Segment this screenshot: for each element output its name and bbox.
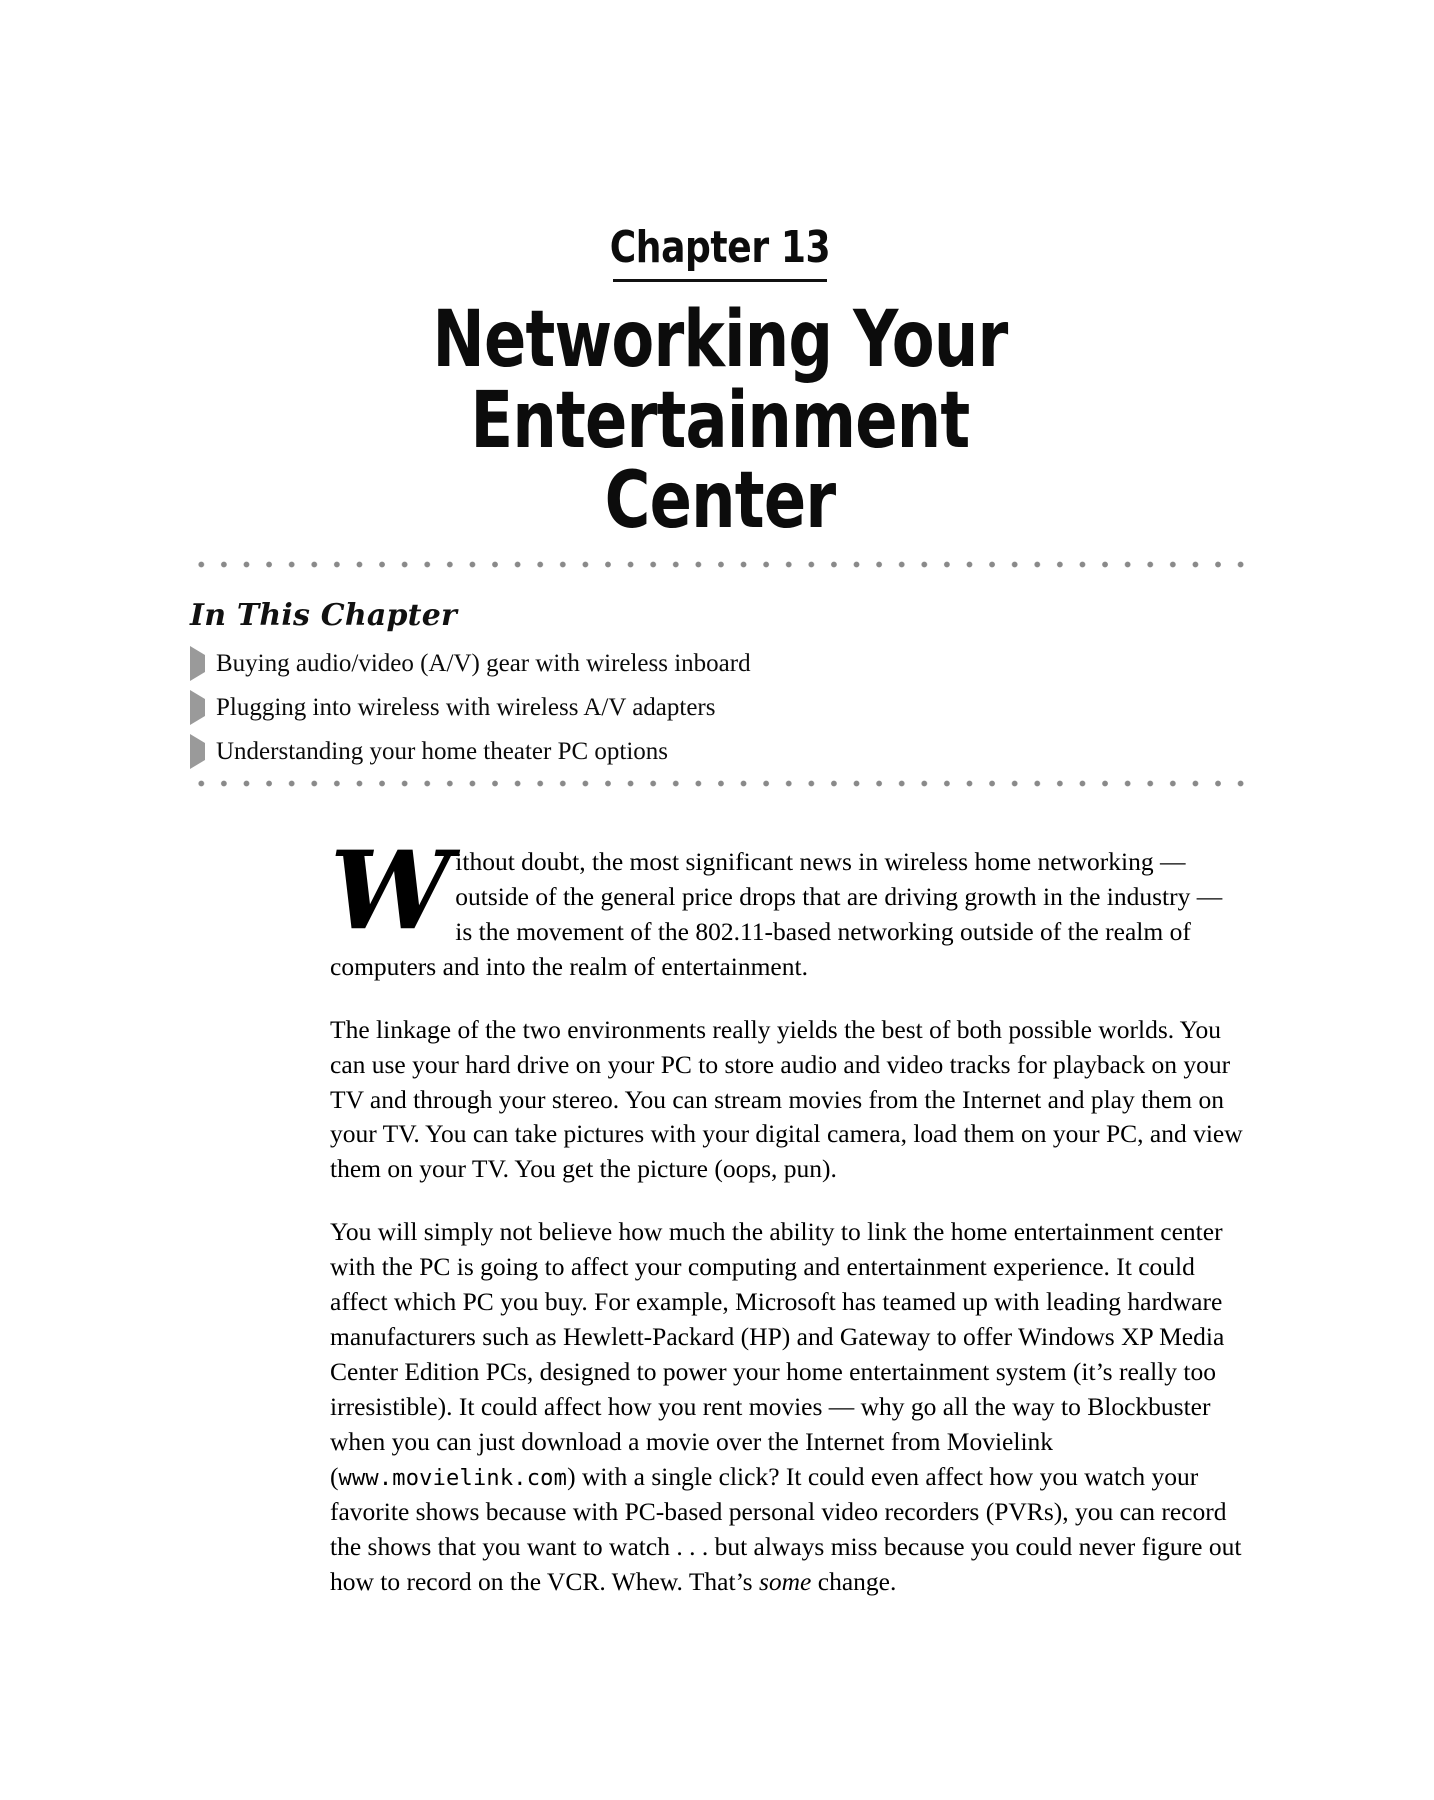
chapter-number: Chapter 13 [609,222,831,273]
chapter-title-line-1: Networking Your Entertainment [432,295,1008,466]
drop-cap-letter: W [330,828,452,954]
chapter-rule-divider [613,279,827,282]
triangle-bullet-icon [190,735,216,761]
paragraph-2: The linkage of the two environments really yields the best of both possible worlds. You can use your hard drive on your PC to store audio and video tracks for playback on your TV and through your stereo. You can stream movies from the Internet and play them on your TV. You can take pictures with your digital camera, load them on your PC, and view them on your TV. You get the picture (oops, pun). [330,1014,1243,1184]
in-this-chapter-item-label: Understanding your home theater PC options [216,737,669,765]
dotted-divider-bottom [190,779,1248,788]
triangle-bullet-icon [190,691,216,717]
in-this-chapter-box [190,598,1250,778]
paragraph-3-text-part-1: You will simply not believe how much the ability to link the home entertainment center with the PC is going to affect your computing and entertainment experience. It could affect which PC you buy. For example, Microsoft has teamed up with leading hardware manufacturers such as Hewlett-Packard (HP) and Gateway to offer Windows XP Media Center Edition PCs, designed to power your home entertainment system (it’s really too irresistible). It could affect how you rent movies — why go all the way to Blockbuster when you can just download a movie over the Internet from Movielink ( [330,1217,1225,1491]
chapter-title-line-2: Center [604,455,836,546]
paragraph-3 [330,1215,1245,1599]
in-this-chapter-item-label: Plugging into wireless with wireless A/V adapters [216,693,716,721]
dotted-divider-top [190,560,1248,569]
paragraph-3-text-part-3: change. [811,1566,897,1596]
chapter-heading-block [240,222,1200,546]
paragraph-3-emphasis: some [758,1566,812,1596]
in-this-chapter-heading: In This Chapter [190,598,458,633]
paragraph-1 [330,828,1245,985]
chapter-title [336,295,1104,546]
movielink-url: www.movielink.com [338,1465,568,1491]
body-text-column [330,828,1245,1627]
paragraph-3-text-part-2: ) with a single click? It could even affect how you watch your favorite shows because with PC-based personal video recorders (PVRs), you can record the shows that you want to watch . . . but always miss because you could never figure out how to record on the VCR. Whew. That’s [330,1461,1242,1596]
list-item [190,691,1250,725]
list-item [190,735,1250,769]
in-this-chapter-item-label: Buying audio/video (A/V) gear with wireless inboard [216,650,751,677]
triangle-bullet-icon [190,647,216,673]
paragraph-1-text: ithout doubt, the most significant news in wireless home networking — outside of the general price drops that are driving growth in the industry — is the movement of the 802.11-based networking outside of the realm of computers and into the realm of entertainment. [330,847,1223,981]
list-item [190,647,1250,681]
